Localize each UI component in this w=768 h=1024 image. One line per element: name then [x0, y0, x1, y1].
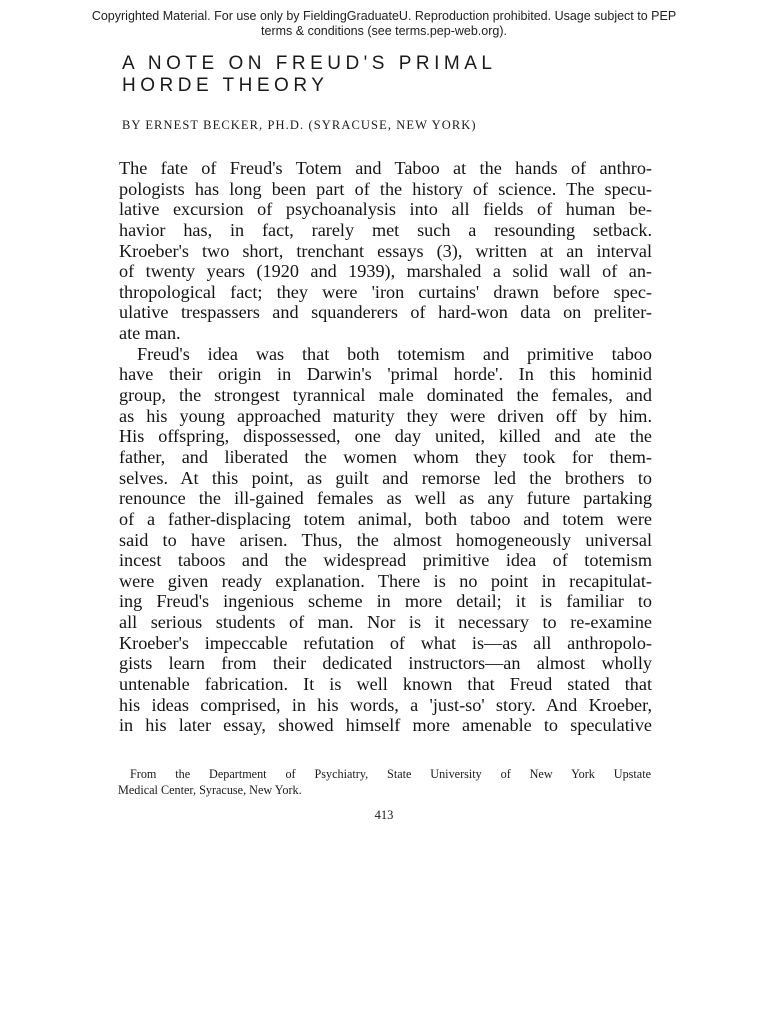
- body-line: selves. At this point, as guilt and remorse led the brothers to: [119, 467, 652, 488]
- body-line: incest taboos and the widespread primitive idea of totemism: [119, 550, 652, 571]
- title-line-1: A NOTE ON FREUD'S PRIMAL: [122, 53, 497, 74]
- page-number: 413: [374, 808, 394, 822]
- body-line: thropological fact; they were 'iron curtains' drawn before spec-: [119, 281, 652, 302]
- body-line: have their origin in Darwin's 'primal horde'. In this hominid: [119, 364, 652, 385]
- body-line: havior has, in fact, rarely met such a resounding setback.: [119, 219, 652, 240]
- footnote: [118, 767, 651, 798]
- body-line: ate man.: [119, 323, 181, 344]
- body-line: as his young approached maturity they were driven off by him.: [119, 405, 652, 426]
- body-line: gists learn from their dedicated instructors—an almost wholly: [119, 653, 652, 674]
- body-line: Kroeber's impeccable refutation of what is—as all anthropolo-: [119, 632, 652, 653]
- body-line: father, and liberated the women whom they took for them-: [119, 446, 652, 467]
- body-line: of twenty years (1920 and 1939), marshaled a solid wall of an-: [119, 261, 652, 282]
- body-line: lative excursion of psychoanalysis into all fields of human be-: [119, 199, 652, 220]
- footnote-line-2: Medical Center, Syracuse, New York.: [118, 782, 302, 797]
- body-line: of a father-displacing totem animal, both taboo and totem were: [119, 508, 652, 529]
- body-line: were given ready explanation. There is no point in recapitulat-: [119, 570, 652, 591]
- body-line: all serious students of man. Nor is it necessary to re-examine: [119, 612, 652, 633]
- body-line: group, the strongest tyrannical male dominated the females, and: [119, 385, 652, 406]
- body-line: ulative trespassers and squanderers of hard-won data on preliter-: [119, 302, 652, 323]
- title-line-2: HORDE THEORY: [122, 75, 329, 96]
- body-line: pologists has long been part of the history of science. The specu-: [119, 178, 652, 199]
- author-byline: BY ERNEST BECKER, PH.D. (SYRACUSE, NEW YORK): [122, 118, 477, 132]
- body-line: renounce the ill-gained females as well as any future partaking: [119, 488, 652, 509]
- article-body: [119, 158, 652, 736]
- body-line: ing Freud's ingenious scheme in more detail; it is familiar to: [119, 591, 652, 612]
- watermark-line-1: Copyrighted Material. For use only by FieldingGraduateU. Reproduction prohibited. Usage subject to PEP: [91, 9, 677, 23]
- article-title: [122, 53, 497, 97]
- body-line: untenable fabrication. It is well known that Freud stated that: [119, 674, 652, 695]
- body-line: his ideas comprised, in his words, a 'just-so' story. And Kroeber,: [119, 694, 652, 715]
- footnote-line-1: From the Department of Psychiatry, State University of New York Upstate: [130, 767, 651, 781]
- copyright-watermark: [0, 9, 768, 39]
- body-line: Freud's idea was that both totemism and primitive taboo: [137, 343, 652, 364]
- watermark-line-2: terms & conditions (see terms.pep-web.org).: [261, 24, 507, 38]
- body-line: said to have arisen. Thus, the almost homogeneously universal: [119, 529, 652, 550]
- body-line: Kroeber's two short, trenchant essays (3), written at an interval: [119, 240, 652, 261]
- body-line: in his later essay, showed himself more amenable to speculative: [119, 715, 652, 736]
- body-line: The fate of Freud's Totem and Taboo at the hands of anthro-: [119, 158, 652, 178]
- body-line: His offspring, dispossessed, one day united, killed and ate the: [119, 426, 652, 447]
